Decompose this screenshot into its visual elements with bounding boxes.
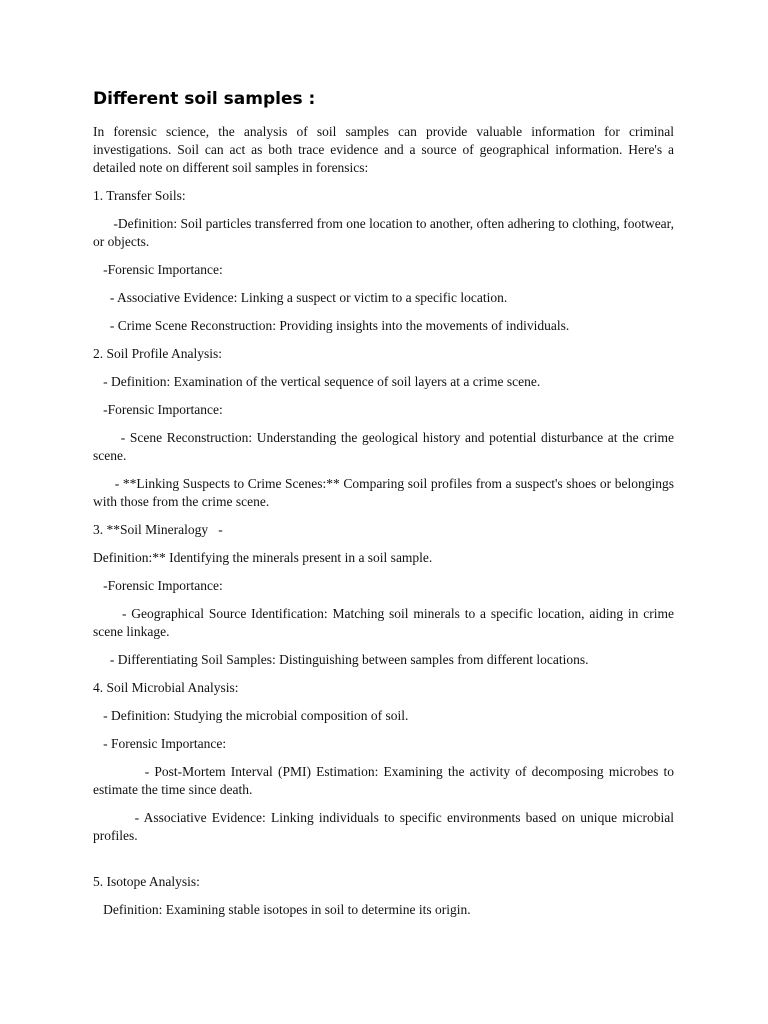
- document-heading: Different soil samples :: [93, 89, 316, 109]
- section-1-point-2: - Crime Scene Reconstruction: Providing insights into the movements of individuals.: [93, 318, 570, 333]
- intro-paragraph: In forensic science, the analysis of soil samples can provide valuable information for criminal investigations. Soil can act as both trace evidence and a source of geographical information. Here's a detailed note on different soil samples in forensics:: [93, 124, 678, 175]
- section-3-importance-label: -Forensic Importance:: [93, 578, 223, 593]
- section-1-importance-label: -Forensic Importance:: [93, 262, 223, 277]
- section-1-definition: -Definition: Soil particles transferred from one location to another, often adhering to clothing, footwear, or objects.: [93, 216, 678, 249]
- section-1-title: 1. Transfer Soils:: [93, 188, 186, 203]
- section-4-importance-label: - Forensic Importance:: [93, 736, 227, 751]
- section-3-definition: Definition:** Identifying the minerals present in a soil sample.: [93, 550, 433, 565]
- section-3-title: 3. **Soil Mineralogy -: [93, 522, 223, 537]
- blank-line: [93, 855, 674, 873]
- section-2-importance-label: -Forensic Importance:: [93, 402, 223, 417]
- section-5-definition: Definition: Examining stable isotopes in soil to determine its origin.: [93, 902, 471, 917]
- section-4-point-1: - Post-Mortem Interval (PMI) Estimation: Examining the activity of decomposing microbes to estimate the time since death.: [93, 764, 678, 797]
- section-4-definition: - Definition: Studying the microbial composition of soil.: [93, 708, 409, 723]
- section-5-title: 5. Isotope Analysis:: [93, 874, 200, 889]
- section-3-point-1: - Geographical Source Identification: Matching soil minerals to a specific location, aiding in crime scene linkage.: [93, 606, 678, 639]
- section-4-title: 4. Soil Microbial Analysis:: [93, 680, 239, 695]
- section-2-title: 2. Soil Profile Analysis:: [93, 346, 223, 361]
- section-4-point-2: - Associative Evidence: Linking individuals to specific environments based on unique microbial profiles.: [93, 810, 678, 843]
- section-1-point-1: - Associative Evidence: Linking a suspect or victim to a specific location.: [93, 290, 508, 305]
- section-3-point-2: - Differentiating Soil Samples: Distinguishing between samples from different locations.: [93, 652, 589, 667]
- section-2-point-2: - **Linking Suspects to Crime Scenes:** Comparing soil profiles from a suspect's shoes or belongings with those from the crime scene.: [93, 476, 678, 509]
- section-2-definition: - Definition: Examination of the vertical sequence of soil layers at a crime scene.: [93, 374, 541, 389]
- section-2-point-1: - Scene Reconstruction: Understanding the geological history and potential disturbance at the crime scene.: [93, 430, 678, 463]
- document-page: [93, 88, 678, 929]
